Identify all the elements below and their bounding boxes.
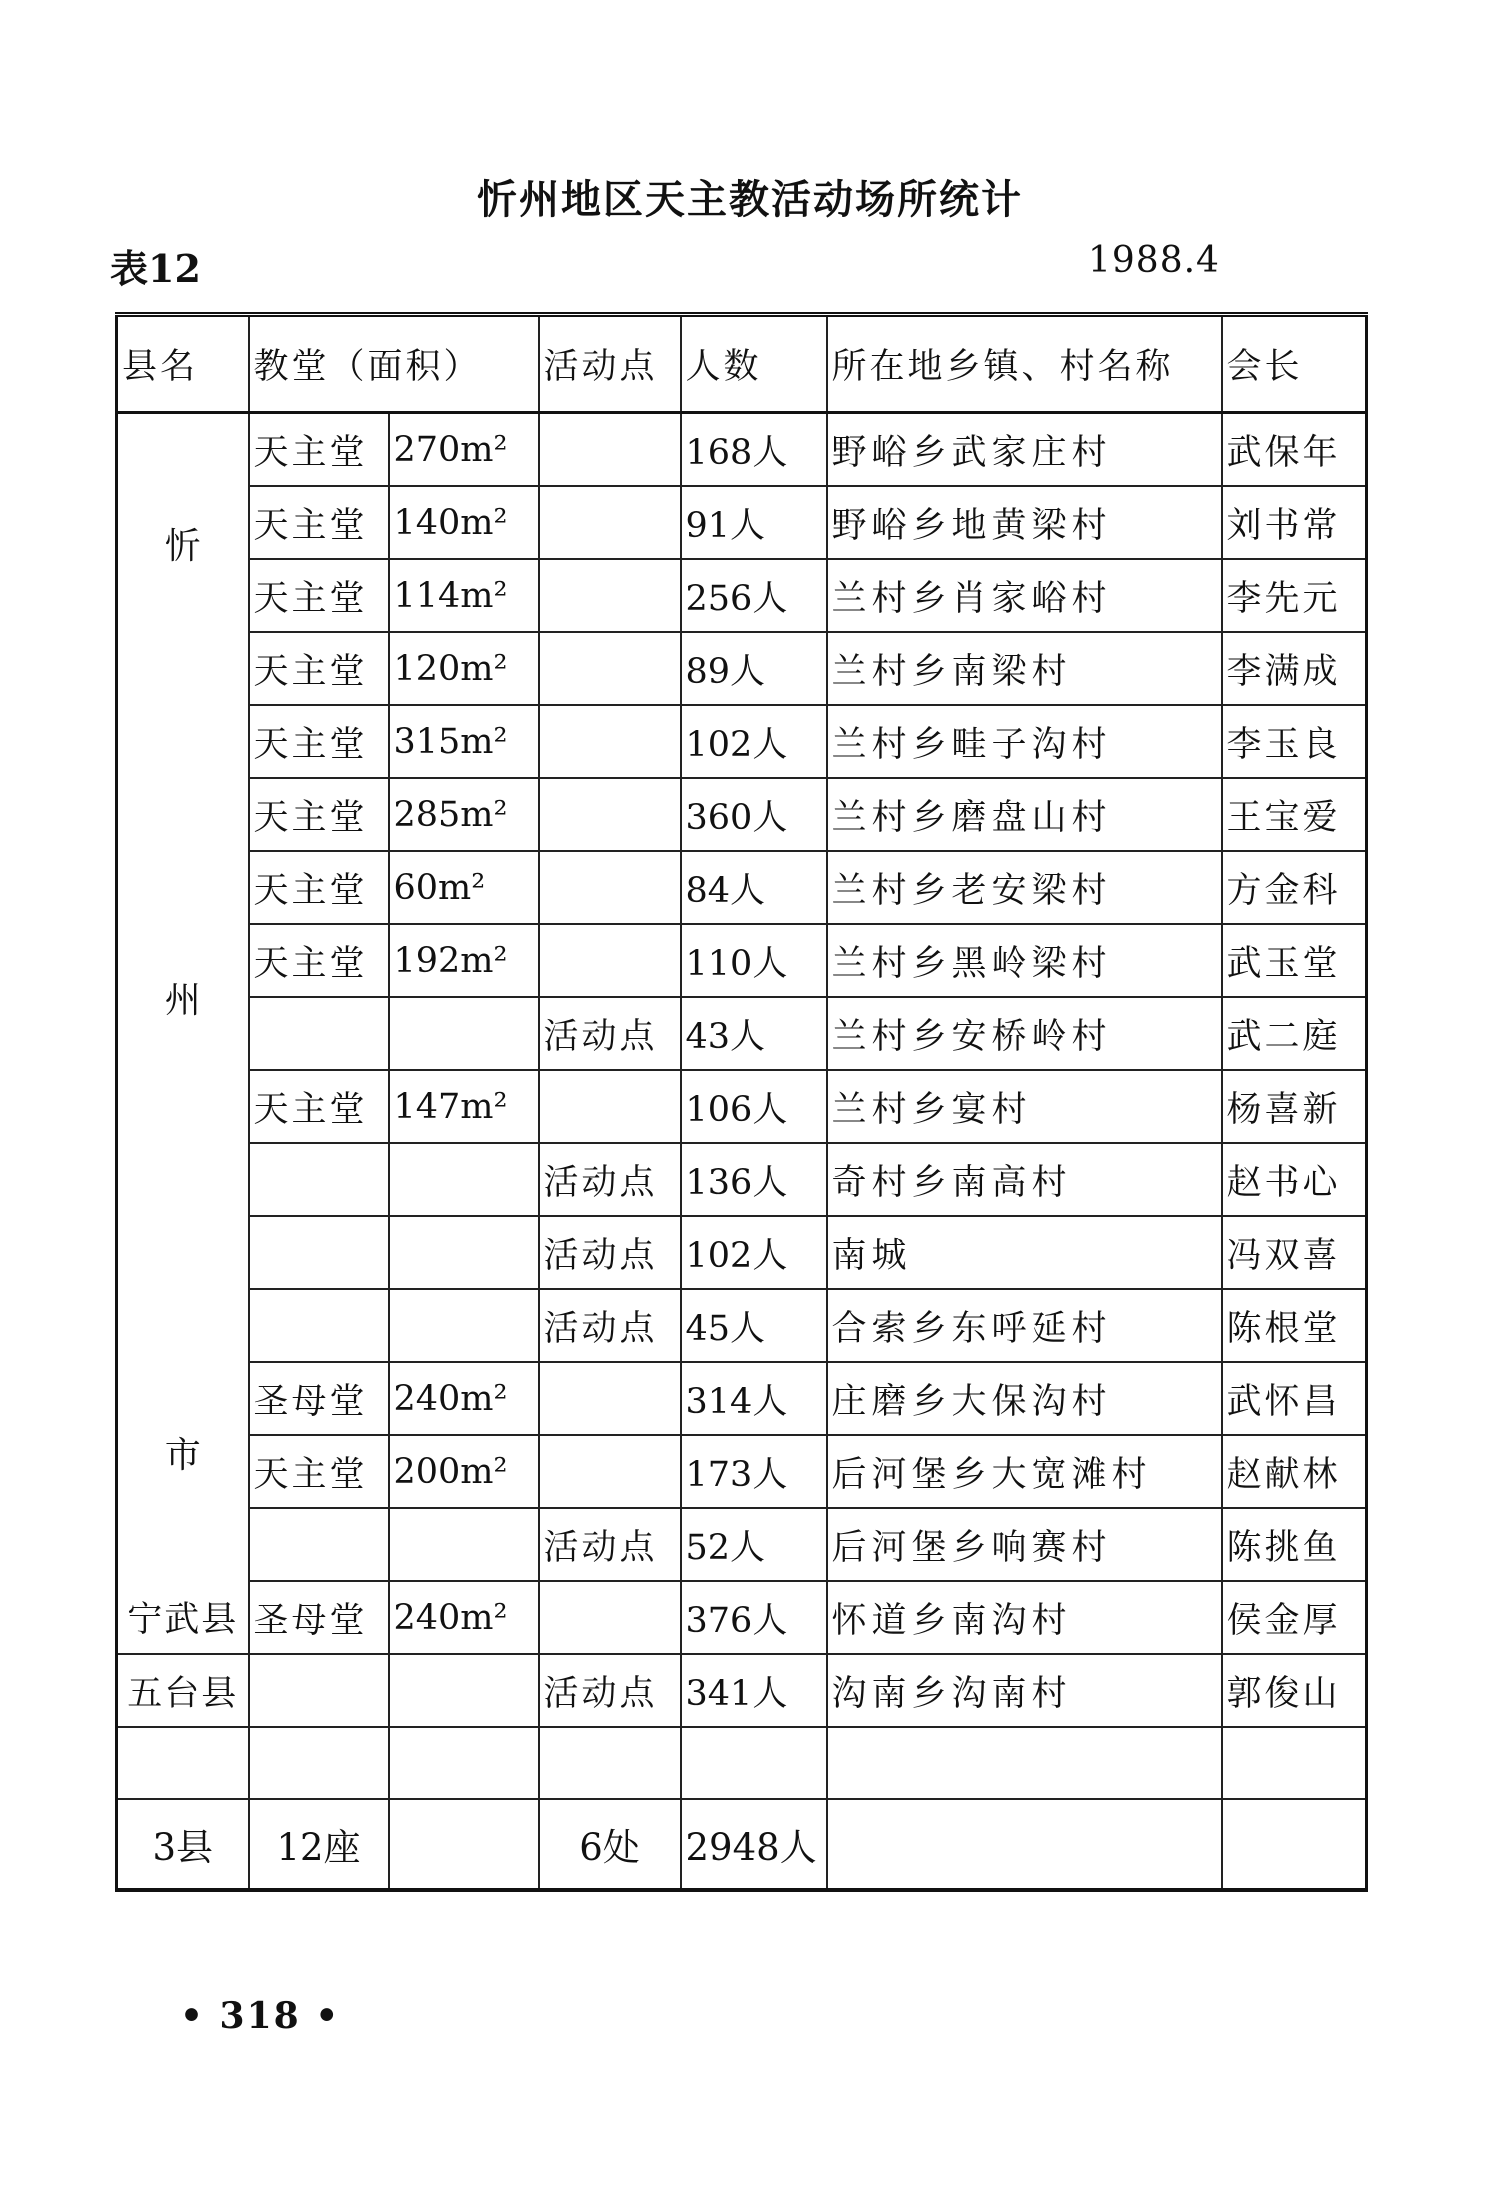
church-cell — [249, 1216, 389, 1289]
header-leader: 会长 — [1222, 315, 1367, 413]
church-cell: 圣母堂 — [249, 1581, 389, 1654]
area-cell — [389, 1508, 539, 1581]
activity-point-cell: 活动点 — [539, 1143, 681, 1216]
people-cell: 91人 — [681, 486, 827, 559]
area-cell — [389, 1216, 539, 1289]
area-cell: 114m² — [389, 559, 539, 632]
church-cell: 天主堂 — [249, 559, 389, 632]
people-cell: 45人 — [681, 1289, 827, 1362]
leader-cell: 李满成 — [1222, 632, 1367, 705]
location-cell: 兰村乡宴村 — [827, 1070, 1222, 1143]
area-cell: 240m² — [389, 1362, 539, 1435]
table-row — [117, 1362, 1367, 1435]
church-cell — [249, 1654, 389, 1727]
location-cell: 野峪乡地黄梁村 — [827, 486, 1222, 559]
header-people: 人数 — [681, 315, 827, 413]
people-cell: 314人 — [681, 1362, 827, 1435]
area-cell: 60m² — [389, 851, 539, 924]
header-location: 所在地乡镇、村名称 — [827, 315, 1222, 413]
leader-cell: 王宝爱 — [1222, 778, 1367, 851]
leader-cell: 武怀昌 — [1222, 1362, 1367, 1435]
leader-cell: 武保年 — [1222, 413, 1367, 487]
table-row — [117, 997, 1367, 1070]
total-activity-point: 6处 — [539, 1799, 681, 1890]
activity-point-cell — [539, 632, 681, 705]
church-cell: 天主堂 — [249, 778, 389, 851]
leader-cell: 陈挑鱼 — [1222, 1508, 1367, 1581]
county-cell — [117, 413, 249, 1582]
people-cell: 84人 — [681, 851, 827, 924]
leader-cell: 武二庭 — [1222, 997, 1367, 1070]
location-cell: 后河堡乡大宽滩村 — [827, 1435, 1222, 1508]
location-cell: 兰村乡安桥岭村 — [827, 997, 1222, 1070]
people-cell: 102人 — [681, 1216, 827, 1289]
area-cell — [389, 1289, 539, 1362]
area-cell: 270m² — [389, 413, 539, 487]
area-cell: 285m² — [389, 778, 539, 851]
location-cell: 野峪乡武家庄村 — [827, 413, 1222, 487]
location-cell: 合索乡东呼延村 — [827, 1289, 1222, 1362]
leader-cell: 冯双喜 — [1222, 1216, 1367, 1289]
activity-point-cell: 活动点 — [539, 1216, 681, 1289]
county-char: 州 — [164, 980, 201, 1021]
area-cell: 147m² — [389, 1070, 539, 1143]
total-people: 2948人 — [681, 1799, 827, 1890]
church-cell: 天主堂 — [249, 632, 389, 705]
location-cell: 庄磨乡大保沟村 — [827, 1362, 1222, 1435]
church-cell: 天主堂 — [249, 1435, 389, 1508]
people-cell: 168人 — [681, 413, 827, 487]
table-row — [117, 924, 1367, 997]
people-cell: 106人 — [681, 1070, 827, 1143]
leader-cell: 侯金厚 — [1222, 1581, 1367, 1654]
area-cell: 140m² — [389, 486, 539, 559]
activity-point-cell: 活动点 — [539, 1508, 681, 1581]
location-cell: 怀道乡南沟村 — [827, 1581, 1222, 1654]
table-row — [117, 1435, 1367, 1508]
church-cell: 天主堂 — [249, 486, 389, 559]
activity-point-cell — [539, 1435, 681, 1508]
table-number: 表12 — [110, 246, 201, 291]
location-cell: 兰村乡磨盘山村 — [827, 778, 1222, 851]
people-cell: 136人 — [681, 1143, 827, 1216]
leader-cell: 赵书心 — [1222, 1143, 1367, 1216]
location-cell: 南城 — [827, 1216, 1222, 1289]
total-row — [117, 1799, 1367, 1890]
activity-point-cell — [539, 1581, 681, 1654]
activity-point-cell — [539, 1362, 681, 1435]
church-cell — [249, 1508, 389, 1581]
table-row — [117, 559, 1367, 632]
table-header-row — [117, 315, 1367, 413]
people-cell: 173人 — [681, 1435, 827, 1508]
people-cell: 43人 — [681, 997, 827, 1070]
leader-cell: 武玉堂 — [1222, 924, 1367, 997]
area-cell: 315m² — [389, 705, 539, 778]
activity-point-cell — [539, 413, 681, 487]
county-char: 市 — [164, 1434, 201, 1476]
leader-cell: 杨喜新 — [1222, 1070, 1367, 1143]
people-cell: 376人 — [681, 1581, 827, 1654]
table-row — [117, 778, 1367, 851]
total-church: 12座 — [249, 1799, 389, 1890]
document-title: 忻州地区天主教活动场所统计 — [477, 177, 1023, 223]
church-cell: 天主堂 — [249, 705, 389, 778]
area-cell — [389, 1654, 539, 1727]
church-cell — [249, 1143, 389, 1216]
activity-point-cell: 活动点 — [539, 1654, 681, 1727]
county-cell: 五台县 — [117, 1654, 249, 1727]
page-number: • 318 • — [180, 1995, 341, 2037]
total-county: 3县 — [117, 1799, 249, 1890]
table-row — [117, 851, 1367, 924]
leader-cell: 方金科 — [1222, 851, 1367, 924]
church-cell: 圣母堂 — [249, 1362, 389, 1435]
leader-cell: 李玉良 — [1222, 705, 1367, 778]
location-cell: 兰村乡肖家峪村 — [827, 559, 1222, 632]
people-cell: 341人 — [681, 1654, 827, 1727]
table-row — [117, 1508, 1367, 1581]
location-cell: 奇村乡南高村 — [827, 1143, 1222, 1216]
location-cell: 兰村乡黑岭梁村 — [827, 924, 1222, 997]
area-cell: 200m² — [389, 1435, 539, 1508]
location-cell: 兰村乡畦子沟村 — [827, 705, 1222, 778]
empty-row — [117, 1727, 1367, 1799]
table-row — [117, 1581, 1367, 1654]
table-row — [117, 486, 1367, 559]
table-row — [117, 705, 1367, 778]
church-cell — [249, 1289, 389, 1362]
statistics-table — [115, 312, 1368, 1892]
activity-point-cell — [539, 778, 681, 851]
header-activity-point: 活动点 — [539, 315, 681, 413]
table-row — [117, 1654, 1367, 1727]
table-row — [117, 1216, 1367, 1289]
location-cell: 沟南乡沟南村 — [827, 1654, 1222, 1727]
location-cell: 兰村乡南梁村 — [827, 632, 1222, 705]
people-cell: 256人 — [681, 559, 827, 632]
table-row — [117, 413, 1367, 487]
area-cell: 240m² — [389, 1581, 539, 1654]
location-cell: 后河堡乡响赛村 — [827, 1508, 1222, 1581]
table-body — [117, 413, 1367, 1891]
leader-cell: 陈根堂 — [1222, 1289, 1367, 1362]
people-cell: 110人 — [681, 924, 827, 997]
people-cell: 360人 — [681, 778, 827, 851]
activity-point-cell — [539, 851, 681, 924]
area-cell: 120m² — [389, 632, 539, 705]
activity-point-cell: 活动点 — [539, 997, 681, 1070]
church-cell — [249, 997, 389, 1070]
activity-point-cell: 活动点 — [539, 1289, 681, 1362]
people-cell: 52人 — [681, 1508, 827, 1581]
table-row — [117, 632, 1367, 705]
church-cell: 天主堂 — [249, 1070, 389, 1143]
area-cell — [389, 1143, 539, 1216]
table-row — [117, 1070, 1367, 1143]
location-cell: 兰村乡老安梁村 — [827, 851, 1222, 924]
leader-cell: 郭俊山 — [1222, 1654, 1367, 1727]
table-row — [117, 1143, 1367, 1216]
activity-point-cell — [539, 1070, 681, 1143]
county-name-vertical — [122, 518, 244, 1478]
table-row — [117, 1289, 1367, 1362]
leader-cell: 李先元 — [1222, 559, 1367, 632]
table-date: 1988.4 — [1088, 240, 1220, 281]
leader-cell: 刘书常 — [1222, 486, 1367, 559]
activity-point-cell — [539, 705, 681, 778]
header-church-area: 教堂（面积） — [249, 315, 539, 413]
county-char: 忻 — [164, 525, 201, 567]
church-cell: 天主堂 — [249, 413, 389, 487]
area-cell: 192m² — [389, 924, 539, 997]
leader-cell: 赵献林 — [1222, 1435, 1367, 1508]
activity-point-cell — [539, 486, 681, 559]
church-cell: 天主堂 — [249, 924, 389, 997]
header-county: 县名 — [117, 315, 249, 413]
activity-point-cell — [539, 559, 681, 632]
area-cell — [389, 997, 539, 1070]
church-cell: 天主堂 — [249, 851, 389, 924]
people-cell: 102人 — [681, 705, 827, 778]
people-cell: 89人 — [681, 632, 827, 705]
county-cell: 宁武县 — [117, 1581, 249, 1654]
activity-point-cell — [539, 924, 681, 997]
